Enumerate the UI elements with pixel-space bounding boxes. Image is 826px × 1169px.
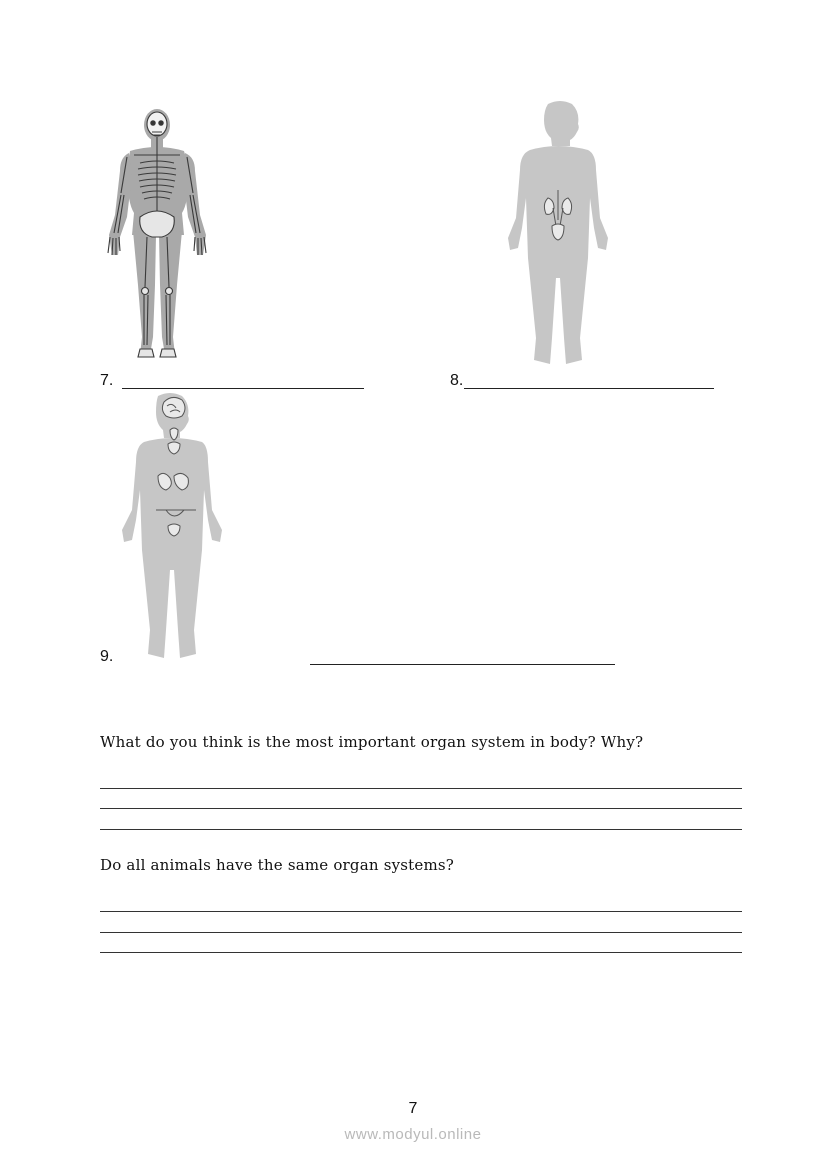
answer-blank-7[interactable] bbox=[122, 388, 364, 389]
figure-number-8: 8. bbox=[450, 372, 464, 389]
answer-line[interactable] bbox=[100, 788, 742, 789]
urinary-figure bbox=[500, 98, 615, 370]
answer-line[interactable] bbox=[100, 952, 742, 953]
endocrine-figure bbox=[118, 390, 228, 662]
answer-line[interactable] bbox=[100, 932, 742, 933]
answer-line[interactable] bbox=[100, 829, 742, 830]
skeleton-figure bbox=[100, 105, 215, 365]
page-number: 7 bbox=[408, 1100, 418, 1117]
watermark: www.modyul.online bbox=[344, 1126, 482, 1143]
skeleton-icon bbox=[108, 109, 206, 357]
question-important-organ-system: What do you think is the most important organ system in body? Why? bbox=[100, 733, 644, 751]
answer-blank-8[interactable] bbox=[464, 388, 714, 389]
figure-number-9: 9. bbox=[100, 648, 114, 665]
answer-blank-9[interactable] bbox=[310, 664, 615, 665]
answer-line[interactable] bbox=[100, 808, 742, 809]
answer-line[interactable] bbox=[100, 911, 742, 912]
question-animal-organ-systems: Do all animals have the same organ systems? bbox=[100, 856, 455, 874]
figure-number-7: 7. bbox=[100, 372, 114, 389]
